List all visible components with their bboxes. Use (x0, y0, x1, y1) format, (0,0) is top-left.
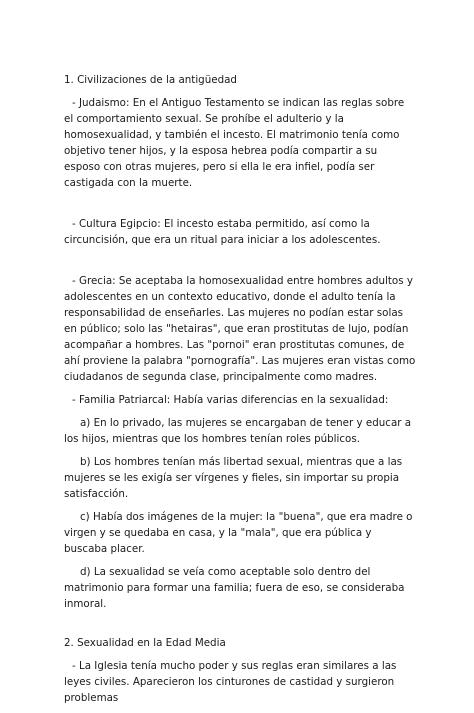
paragraph-iglesia: - La Iglesia tenía mucho poder y sus reglas eran similares a las leyes civiles. Aparecieron los cinturones de castidad y surgieron problemas (64, 660, 397, 704)
list-item-a: a) En lo privado, las mujeres se encargaban de tener y educar a los hijos, mientras que los hombres tenían roles públicos. (64, 417, 412, 445)
list-item-d: d) La sexualidad se veía como aceptable solo dentro del matrimonio para formar una familia; fuera de eso, se consideraba inmoral. (64, 566, 405, 610)
paragraph-familia-patriarcal: - Familia Patriarcal: Había varias diferencias en la sexualidad: (72, 394, 389, 406)
paragraph-cultura-egipcio: - Cultura Egipcio: El incesto estaba permitido, así como la circuncisión, que era un ritual para iniciar a los adolescentes. (64, 218, 381, 246)
section-1-heading: 1. Civilizaciones de la antigüedad (64, 74, 237, 86)
document-body (64, 72, 416, 713)
list-item-b: b) Los hombres tenían más libertad sexual, mientras que a las mujeres se les exigía ser vírgenes y fieles, sin importar su propia satisfacción. (64, 456, 403, 500)
paragraph-judaismo: - Judaismo: En el Antiguo Testamento se indican las reglas sobre el comportamiento sexual. Se prohíbe el adulterio y la homosexualidad, y también el incesto. El matrimonio tenía como objetivo tener hijos, y la esposa hebrea podía compartir a su esposo con otras mujeres, pero si ella le era infiel, podía ser castigada con la muerte. (64, 97, 405, 189)
section-2-heading: 2. Sexualidad en la Edad Media (64, 637, 226, 649)
list-item-c: c) Había dos imágenes de la mujer: la "buena", que era madre o virgen y se quedaba en casa, y la "mala", que era pública y buscaba placer. (64, 511, 413, 555)
paragraph-grecia: - Grecia: Se aceptaba la homosexualidad entre hombres adultos y adolescentes en un contexto educativo, donde el adulto tenía la responsabilidad de enseñarles. Las mujeres no podían estar solas en público; solo las "hetairas", que eran prostitutas de lujo, podían acompañar a hombres. Las "pornoi" eran prostitutas comunes, de ahí proviene la palabra "pornografía". Las mujeres eran vistas como ciudadanos de segunda clase, principalmente como madres. (64, 275, 416, 383)
